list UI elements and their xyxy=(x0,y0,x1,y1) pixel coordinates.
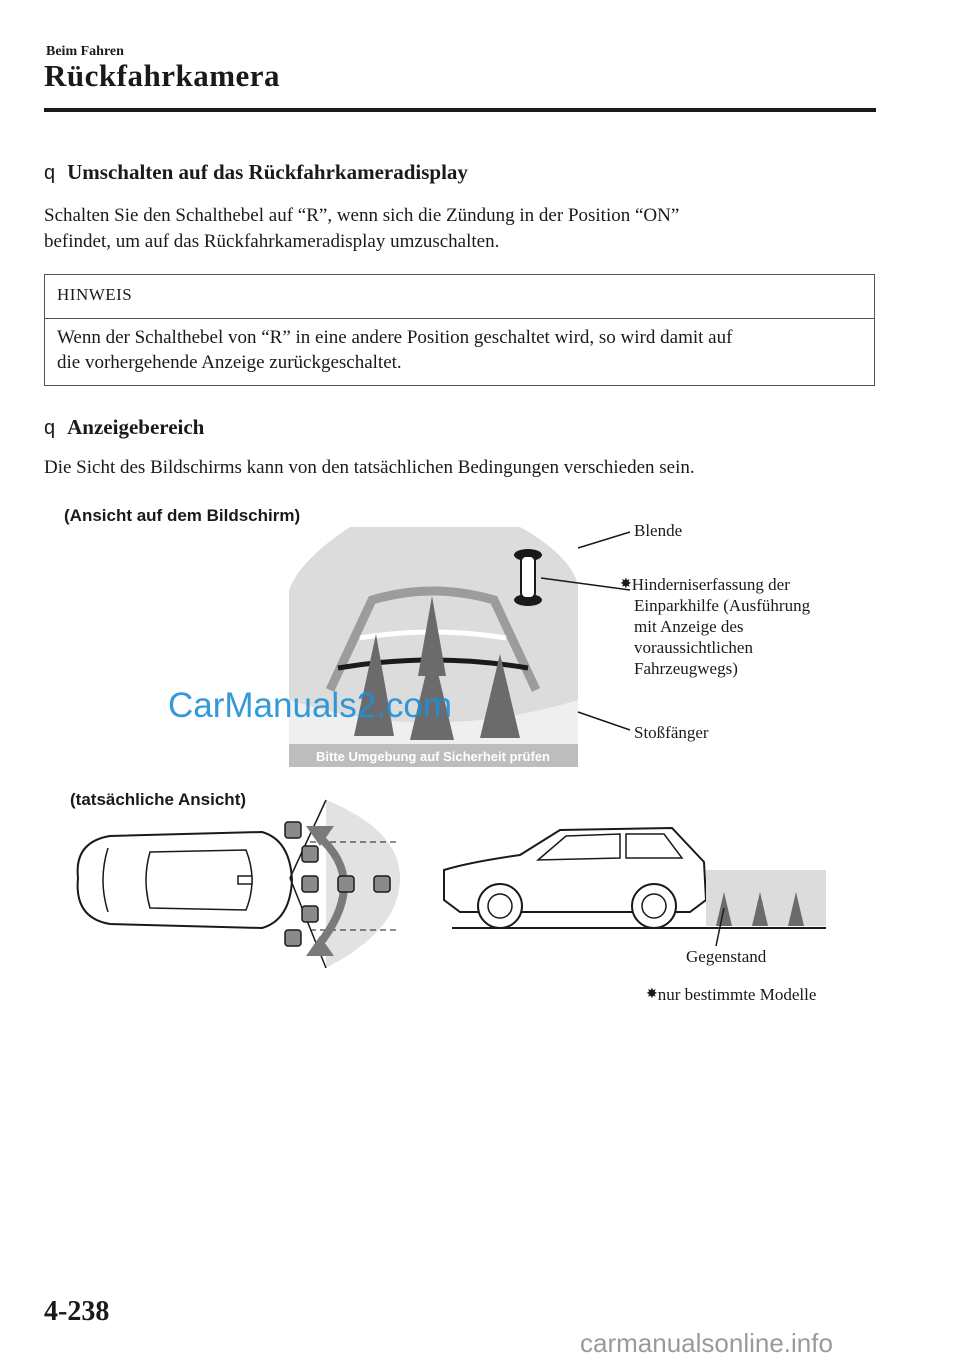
footnote-text: nur bestimmte Modelle xyxy=(657,985,817,1004)
title-rule xyxy=(44,108,876,112)
note-text xyxy=(45,319,874,381)
label-sensor-line-4: voraussichtlichen xyxy=(634,638,753,657)
label-sensor xyxy=(620,574,810,679)
watermark-bottom: carmanualsonline.info xyxy=(580,1328,833,1358)
label-bumper: Stoßfänger xyxy=(634,723,709,742)
label-sensor-line-5: Fahrzeugwegs) xyxy=(634,659,738,678)
page-number: 4-238 xyxy=(44,1296,110,1327)
switch-line-2: befindet, um auf das Rückfahrkameradisplay umzuschalten. xyxy=(44,231,500,252)
switch-line-1: Schalten Sie den Schalthebel auf “R”, wenn sich die Zündung in der Position “ON” xyxy=(44,205,680,226)
bullet-icon: q xyxy=(44,417,56,439)
label-blende: Blende xyxy=(634,521,683,540)
heading-display xyxy=(44,415,204,440)
note-line-2: die vorhergehende Anzeige zurückgeschaltet. xyxy=(57,352,402,373)
screen-banner: Bitte Umgebung auf Sicherheit prüfen xyxy=(315,749,551,764)
footnote xyxy=(646,984,816,1005)
page-title: Rückfahrkamera xyxy=(44,58,281,93)
actual-view-illustration xyxy=(0,790,960,990)
leader-blende xyxy=(578,532,630,548)
note-box xyxy=(44,274,875,386)
note-line-1: Wenn der Schalthebel von “R” in eine andere Position geschaltet wird, so wird damit auf xyxy=(57,327,733,348)
label-object: Gegenstand xyxy=(686,947,767,966)
heading-switch-text: Umschalten auf das Rückfahrkameradisplay xyxy=(67,160,468,184)
note-title: HINWEIS xyxy=(45,275,874,319)
leader-bumper xyxy=(578,712,630,730)
car-top-view xyxy=(78,832,292,928)
bullet-icon: q xyxy=(44,162,56,184)
heading-switch xyxy=(44,160,468,185)
display-paragraph: Die Sicht des Bildschirms kann von den tatsächlichen Bedingungen verschieden sein. xyxy=(44,457,695,478)
camera-screen-illustration xyxy=(0,500,960,780)
screen-caption: (Ansicht auf dem Bildschirm) xyxy=(64,506,301,525)
watermark-center: CarManuals2.com xyxy=(168,686,452,725)
switch-paragraph xyxy=(44,203,874,255)
label-sensor-line-3: mit Anzeige des xyxy=(634,617,744,636)
car-side-view xyxy=(444,828,706,928)
section-label: Beim Fahren xyxy=(46,44,124,59)
star-icon: ✸ xyxy=(620,577,632,592)
heading-display-text: Anzeigebereich xyxy=(67,415,205,439)
label-sensor-line-1: Hinderniserfassung der xyxy=(631,575,790,594)
actual-caption: (tatsächliche Ansicht) xyxy=(70,790,247,809)
label-sensor-line-2: Einparkhilfe (Ausführung xyxy=(634,596,811,615)
star-icon: ✸ xyxy=(646,987,658,1002)
